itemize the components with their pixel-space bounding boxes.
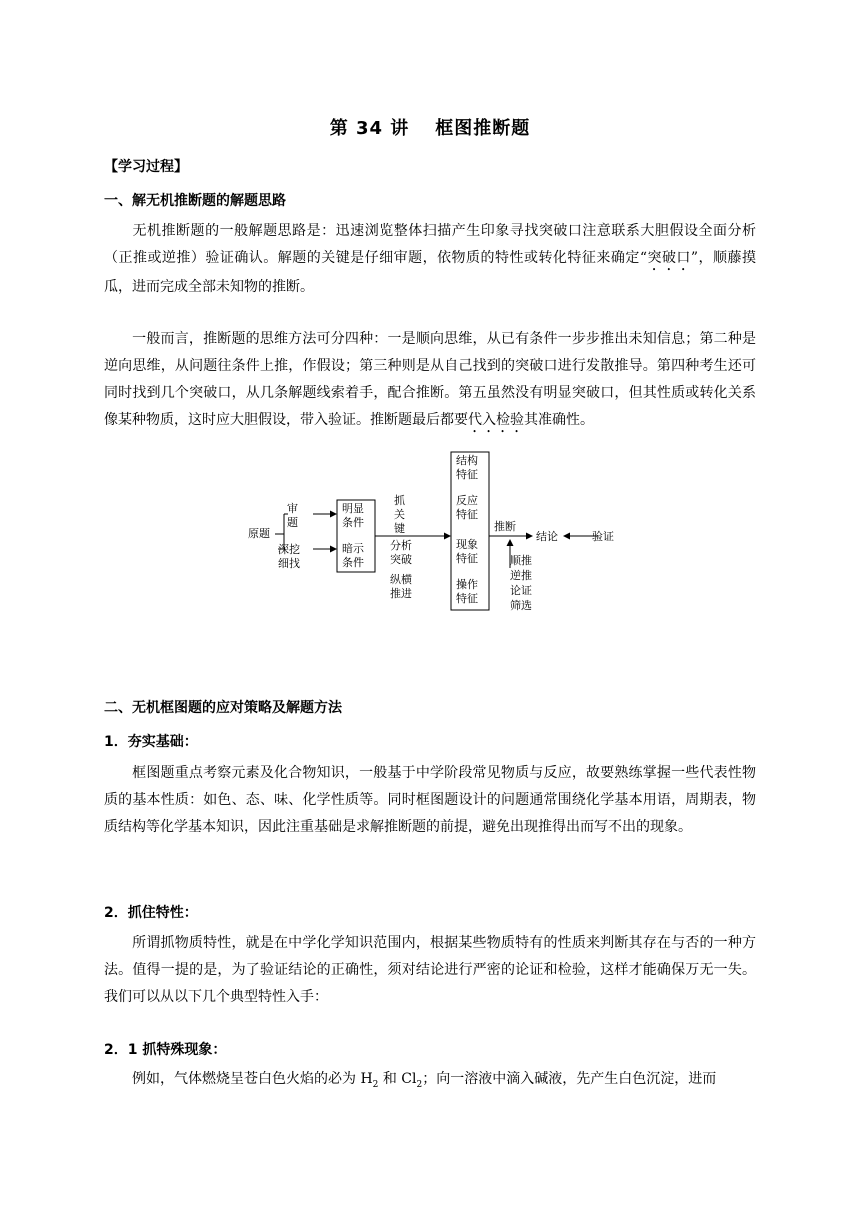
section1-paragraph1: 无机推断题的一般解题思路是：迅速浏览整体扫描产生印象寻找突破口注意联系大胆假设全面分析（正推或逆推）验证确认。解题的关键是仔细审题，依物质的特性或转化特征来确定“突破口”，顺藤摸瓜，进而完成全部未知物的推断。 <box>104 223 757 295</box>
label-xizhao: 细找 <box>278 557 300 570</box>
label-jielun: 结论 <box>536 530 558 543</box>
label-tuiduan: 推断 <box>494 520 516 533</box>
subsection1-heading: 1．夯实基础： <box>104 734 198 750</box>
feature-reaction: 反应 <box>456 494 478 507</box>
label-an: 暗示 <box>342 542 364 555</box>
lecture-topic: 框图推断题 <box>435 118 531 139</box>
learning-process-label: 【学习过程】 <box>104 159 188 175</box>
label-yanzheng: 验证 <box>592 530 614 543</box>
label-shen: 审 <box>287 502 298 515</box>
subsection1-paragraph: 框图题重点考察元素及化合物知识，一般基于中学阶段常见物质与反应，故要熟练掌握一些代表性物质的基本性质：如色、态、味、化学性质等。同时框图题设计的问题通常围绕化学基本用语，周期表，物质结构等化学基本知识，因此注重基础是求解推断题的前提，避免出现推得出而写不出的现象。 <box>104 765 756 835</box>
subsection21-paragraph: 例如，气体燃烧呈苍白色火焰的必为 $H_2$ 和 $Cl_2$；向一溶液中滴入碱液，先产生白色沉淀，进而 <box>132 1071 717 1090</box>
label-tiaojian2: 条件 <box>342 556 364 569</box>
section1-paragraph2: 一般而言，推断题的思维方法可分四种：一是顺向思维，从已有条件一步步推出未知信息；第二种是逆向思维，从问题往条件上推，作假设；第三种则是从自己找到的突破口进行发散推导。第四种考生还可同时找到几个突破口，从几条解题线索着手，配合推断。第五虽然没有明显突破口，但其性质或转化关系像某种物质，这时应大胆假设，带入验证。推断题最后都要代入检验其准确性。 <box>104 331 756 428</box>
svg-text:特征: 特征 <box>456 592 478 605</box>
label-guan: 关 <box>394 508 405 521</box>
subsection2-heading: 2．抓住特性： <box>104 905 198 921</box>
svg-text:特征: 特征 <box>456 508 478 521</box>
section2-heading: 二、无机框图题的应对策略及解题方法 <box>104 700 342 716</box>
label-shenwa: 深挖 <box>278 543 300 556</box>
label-tuijin: 推进 <box>390 587 412 600</box>
page-title <box>0 114 860 140</box>
method-shaixuan: 筛选 <box>510 599 532 612</box>
label-ming: 明显 <box>342 502 364 515</box>
label-jian: 键 <box>394 522 405 535</box>
label-zhua: 抓 <box>394 494 405 507</box>
method-lunzheng: 论证 <box>510 584 532 597</box>
svg-text:特征: 特征 <box>456 468 478 481</box>
method-ni: 逆推 <box>510 569 532 582</box>
emphasis-text: 突破口 <box>646 250 691 266</box>
subsection2-paragraph: 所谓抓物质特性，就是在中学化学知识范围内，根据某些物质特有的性质来判断其存在与否的一种方法。值得一提的是，为了验证结论的正确性，须对结论进行严密的论证和检验，这样才能确保万无一失。我们可以从以下几个典型特性入手： <box>104 935 756 1005</box>
svg-text:特征: 特征 <box>456 552 478 565</box>
label-tiaojian1: 条件 <box>342 516 364 529</box>
method-shun: 顺推 <box>510 554 532 567</box>
label-fenxi: 分析 <box>390 539 412 552</box>
label-tupo: 突破 <box>390 553 412 566</box>
feature-phenomenon: 现象 <box>456 538 478 551</box>
label-zong: 纵横 <box>390 573 412 586</box>
solving-flow-diagram <box>230 448 630 628</box>
diagram-start: 原题 <box>248 527 270 540</box>
feature-structure: 结构 <box>456 454 478 467</box>
lecture-number: 第 34 讲 <box>329 118 410 139</box>
feature-operation: 操作 <box>456 578 478 591</box>
label-ti: 题 <box>287 516 298 529</box>
section1-heading: 一、解无机推断题的解题思路 <box>104 193 286 209</box>
emphasis-text: 代入检验 <box>468 412 524 428</box>
subsection21-heading: 2．1 抓特殊现象： <box>104 1042 227 1058</box>
